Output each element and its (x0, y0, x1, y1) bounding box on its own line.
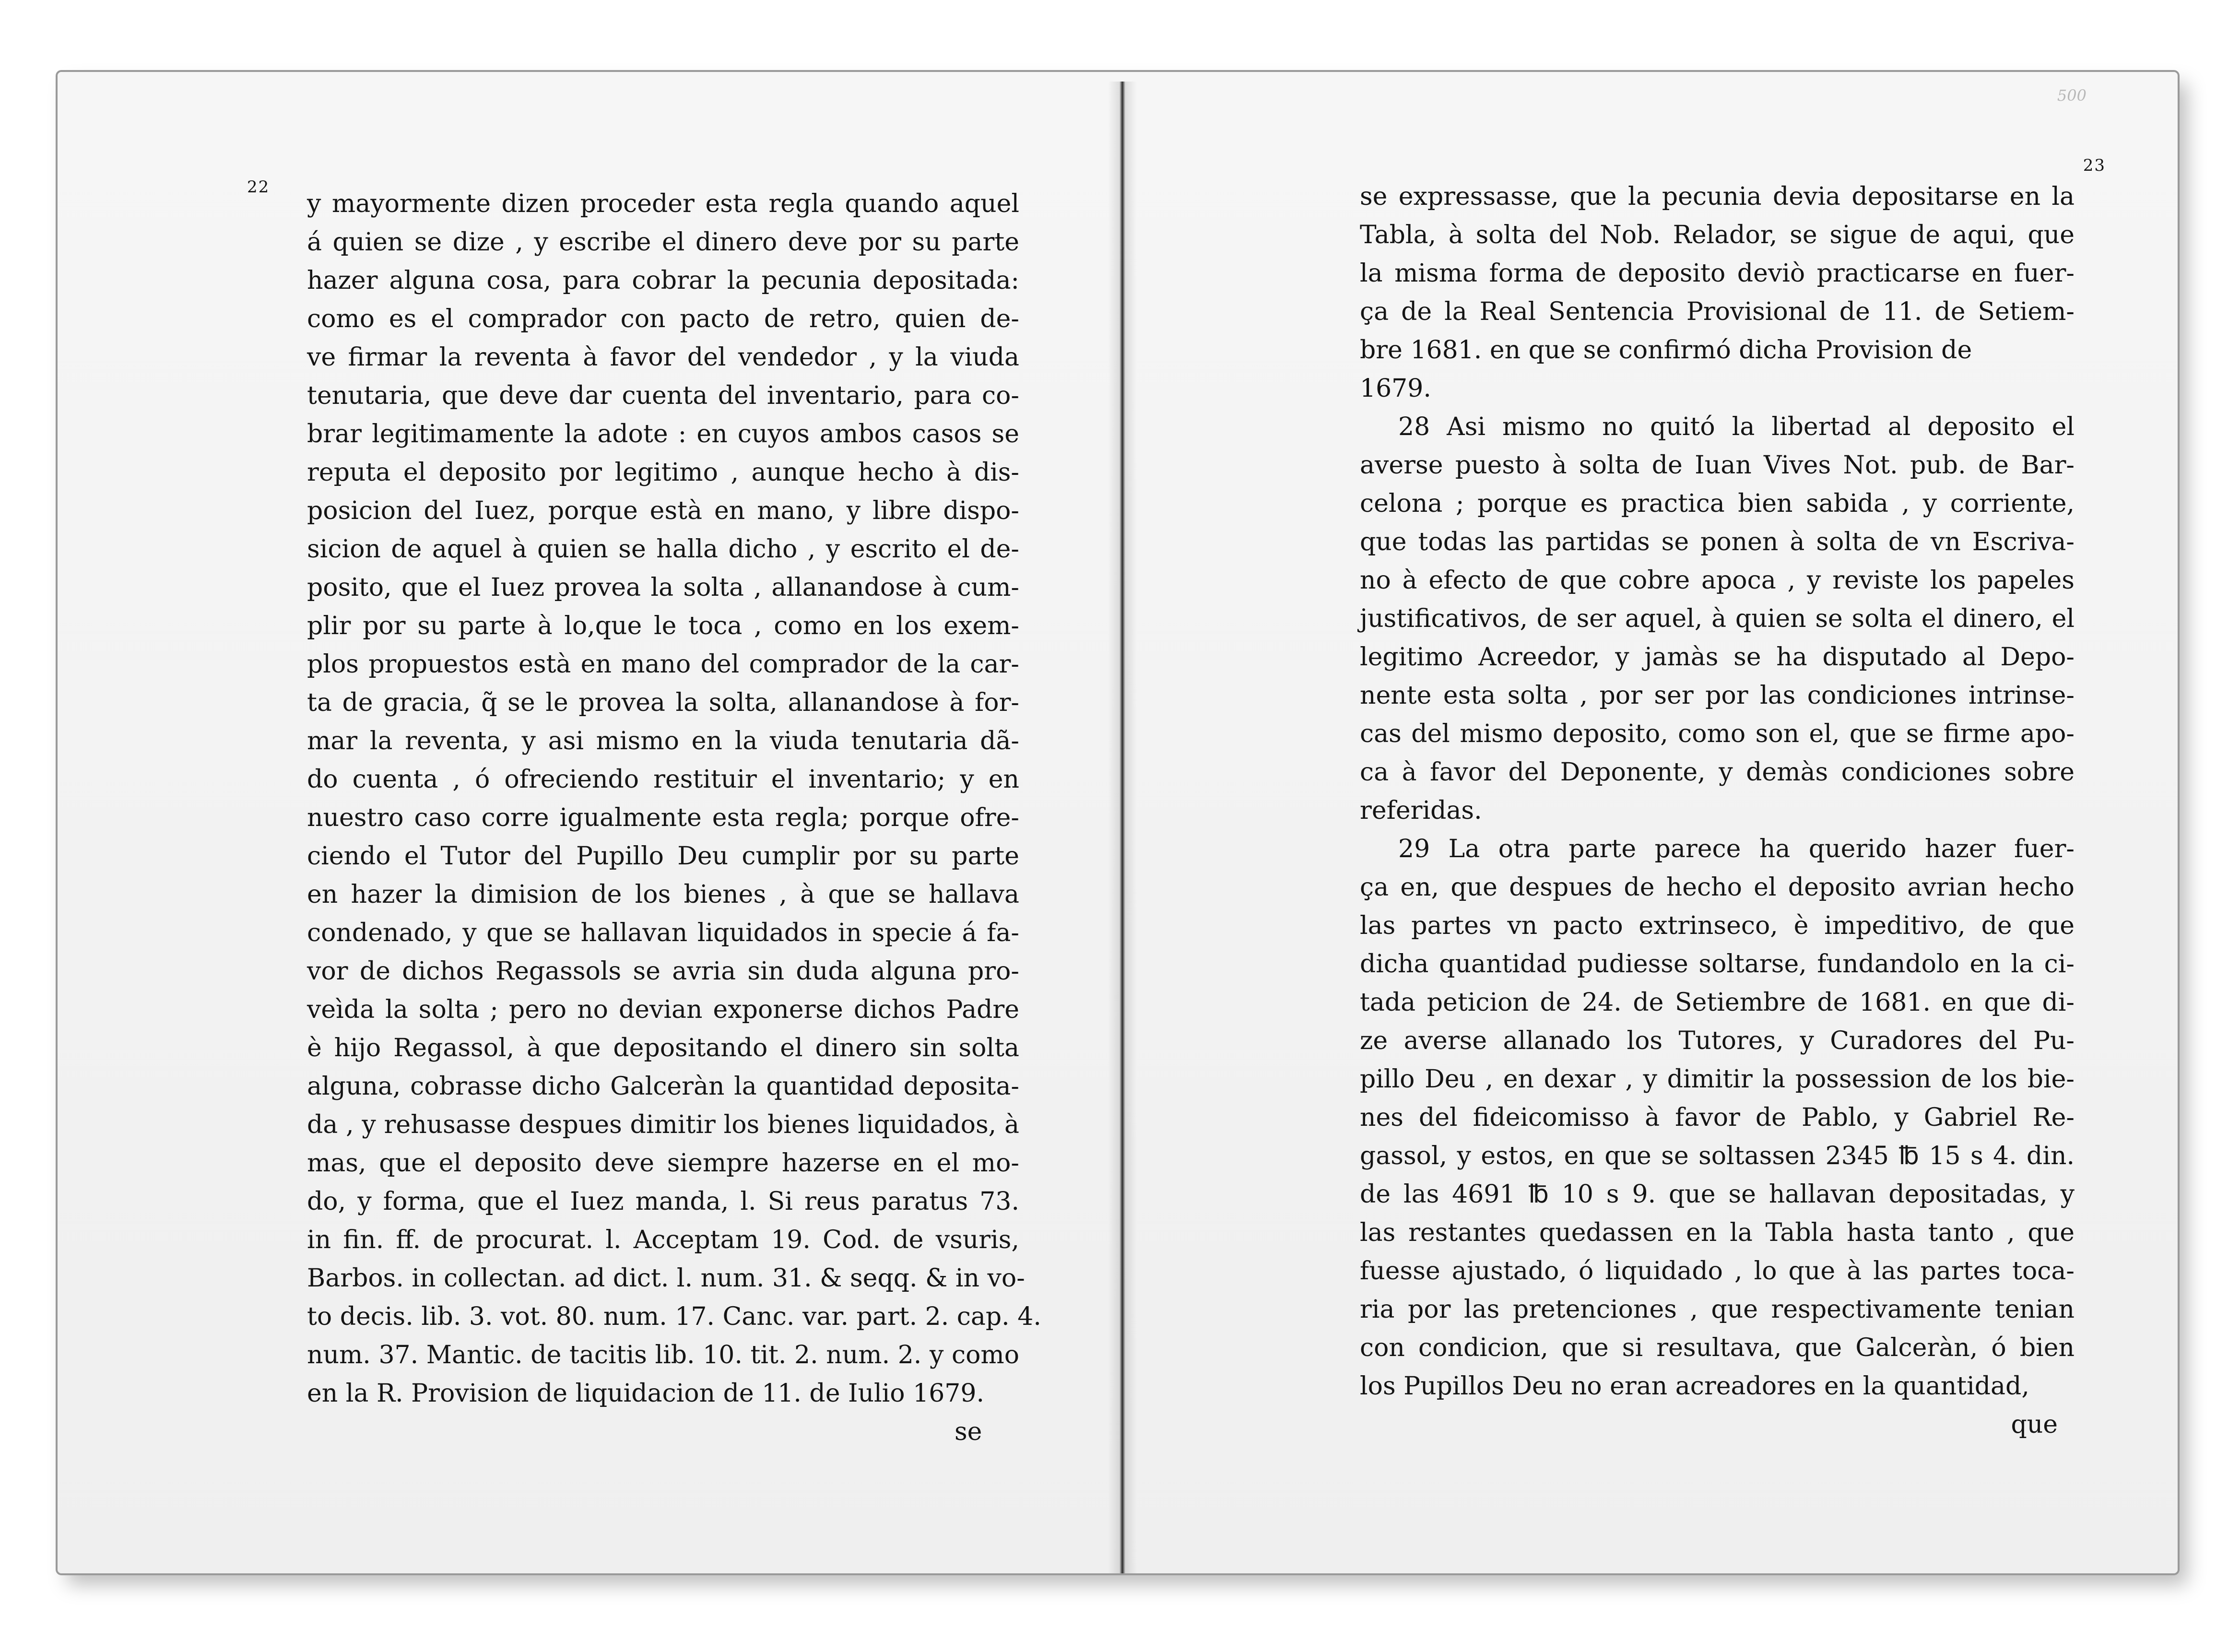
text-line: brar legitimamente la adote : en cuyos ambos casos se (307, 420, 1019, 448)
text-line: en la R. Provision de liquidacion de 11. de Iulio 1679. (307, 1379, 984, 1408)
left-page-number: 22 (247, 177, 270, 197)
text-line: ça en, que despues de hecho el deposito avrian hecho (1360, 873, 2075, 902)
text-line: las partes vn pacto extrinseco, è impeditivo, de que (1360, 911, 2075, 940)
text-line: legitimo Acreedor, y jamàs se ha disputado al Depo- (1360, 643, 2075, 672)
right-catchword: que (2011, 1410, 2058, 1439)
text-line: cas del mismo deposito, como son el, que se firme apo- (1360, 720, 2075, 748)
text-line: nuestro caso corre igualmente esta regla; porque ofre- (307, 803, 1019, 832)
text-line: con condicion, que si resultava, que Galceràn, ó bien (1360, 1333, 2075, 1362)
text-line: justificativos, de ser aquel, à quien se solta el dinero, el (1360, 604, 2075, 633)
text-line: condenado, y que se hallavan liquidados in specie á fa- (307, 919, 1019, 947)
text-line: que todas las partidas se ponen à solta de vn Escriva- (1360, 528, 2075, 556)
text-line: las restantes quedassen en la Tabla hasta tanto , que (1360, 1218, 2075, 1247)
text-line: ca à favor del Deponente, y demàs condiciones sobre (1360, 758, 2075, 787)
text-line: ciendo el Tutor del Pupillo Deu cumplir por su parte (307, 842, 1019, 871)
text-line: 28 Asi mismo no quitó la libertad al deposito el (1398, 413, 2075, 441)
text-line: ça de la Real Sentencia Provisional de 11. de Setiem- (1360, 297, 2075, 326)
text-line: ria por las pretenciones , que respectivamente tenian (1360, 1295, 2075, 1324)
book-spread (58, 72, 2178, 1573)
text-line: averse puesto à solta de Iuan Vives Not. pub. de Bar- (1360, 451, 2075, 480)
left-page-text (307, 185, 1041, 1413)
text-line: veìda la solta ; pero no devian exponerse dichos Padre (307, 995, 1019, 1024)
text-line: reputa el deposito por legitimo , aunque hecho à dis- (307, 458, 1019, 487)
text-line: Tabla, à solta del Nob. Relador, se sigue de aqui, que (1360, 221, 2075, 249)
text-line: la misma forma de deposito deviò practicarse en fuer- (1360, 259, 2075, 288)
text-line: posito, que el Iuez provea la solta , allanandose à cum- (307, 573, 1019, 602)
text-line: hazer alguna cosa, para cobrar la pecunia depositada: (307, 266, 1019, 295)
text-line: pillo Deu , en dexar , y dimitir la possession de los bie- (1360, 1065, 2075, 1094)
text-line: 1679. (1360, 374, 1431, 403)
text-line: á quien se dize , y escribe el dinero deve por su parte (307, 228, 1019, 257)
text-line: dicha quantidad pudiesse soltarse, fundandolo en la ci- (1360, 950, 2075, 979)
text-line: no à efecto de que cobre apoca , y reviste los papeles (1360, 566, 2075, 595)
text-line: nente esta solta , por ser por las condiciones intrinse- (1360, 681, 2075, 710)
text-line: en hazer la dimision de los bienes , à que se hallava (307, 880, 1019, 909)
text-line: fuesse ajustado, ó liquidado , lo que à las partes toca- (1360, 1257, 2075, 1286)
text-line: mar la reventa, y asi mismo en la viuda tenutaria dã- (307, 727, 1019, 755)
right-page-text (1360, 177, 2075, 1405)
text-line: da , y rehusasse despues dimitir los bienes liquidados, à (307, 1110, 1019, 1139)
text-line: plir por su parte à lo,que le toca , como en los exem- (307, 612, 1019, 640)
text-line: posicion del Iuez, porque està en mano, y libre dispo- (307, 496, 1019, 525)
text-line: Barbos. in collectan. ad dict. l. num. 31. & seqq. & in vo- (307, 1264, 1025, 1293)
text-line: è hijo Regassol, à que depositando el dinero sin solta (307, 1034, 1019, 1062)
text-line: sicion de aquel à quien se halla dicho , y escrito el de- (307, 535, 1019, 564)
text-line: ta de gracia, q̃ se le provea la solta, allanandose à for- (307, 688, 1019, 717)
text-line: tenutaria, que deve dar cuenta del inventario, para co- (307, 381, 1019, 410)
text-line: mas, que el deposito deve siempre hazerse en el mo- (307, 1149, 1019, 1178)
archive-folio-mark: 500 (2057, 86, 2087, 105)
text-line: num. 37. Mantic. de tacitis lib. 10. tit. 2. num. 2. y como (307, 1341, 1019, 1369)
text-line: ze averse allanado los Tutores, y Curadores del Pu- (1360, 1027, 2075, 1055)
text-line: y mayormente dizen proceder esta regla quando aquel (307, 189, 1019, 218)
text-line: do, y forma, que el Iuez manda, l. Si reus paratus 73. (307, 1187, 1019, 1216)
text-line: celona ; porque es practica bien sabida , y corriente, (1360, 489, 2075, 518)
text-line: nes del fideicomisso à favor de Pablo, y Gabriel Re- (1360, 1103, 2075, 1132)
text-line: se expressasse, que la pecunia devia depositarse en la (1360, 182, 2075, 211)
text-line: de las 4691 ℔ 10 s 9. que se hallavan depositadas, y (1360, 1180, 2075, 1209)
right-page (1122, 72, 2178, 1573)
text-line: to decis. lib. 3. vot. 80. num. 17. Canc. var. part. 2. cap. 4. (307, 1302, 1041, 1331)
text-line: bre 1681. en que se confirmó dicha Provision de (1360, 336, 1972, 365)
left-catchword: se (955, 1417, 982, 1446)
text-line: los Pupillos Deu no eran acreadores en la quantidad, (1360, 1372, 2029, 1401)
text-line: alguna, cobrasse dicho Galceràn la quantidad deposita- (307, 1072, 1019, 1101)
text-line: do cuenta , ó ofreciendo restituir el inventario; y en (307, 765, 1019, 794)
text-line: vor de dichos Regassols se avria sin duda alguna pro- (307, 957, 1019, 986)
text-line: como es el comprador con pacto de retro, quien de- (307, 305, 1019, 333)
text-line: plos propuestos està en mano del comprador de la car- (307, 650, 1019, 679)
book-gutter (1108, 82, 1137, 1573)
right-page-number: 23 (2083, 156, 2106, 175)
text-line: gassol, y estos, en que se soltassen 2345 ℔ 15 s 4. din. (1360, 1142, 2075, 1170)
left-page (58, 72, 1122, 1573)
text-line: 29 La otra parte parece ha querido hazer fuer- (1398, 835, 2075, 863)
text-line: ve firmar la reventa à favor del vendedor , y la viuda (307, 343, 1019, 372)
text-line: tada peticion de 24. de Setiembre de 1681. en que di- (1360, 988, 2075, 1017)
text-line: referidas. (1360, 796, 1482, 825)
text-line: in fin. ff. de procurat. l. Acceptam 19. Cod. de vsuris, (307, 1226, 1019, 1254)
